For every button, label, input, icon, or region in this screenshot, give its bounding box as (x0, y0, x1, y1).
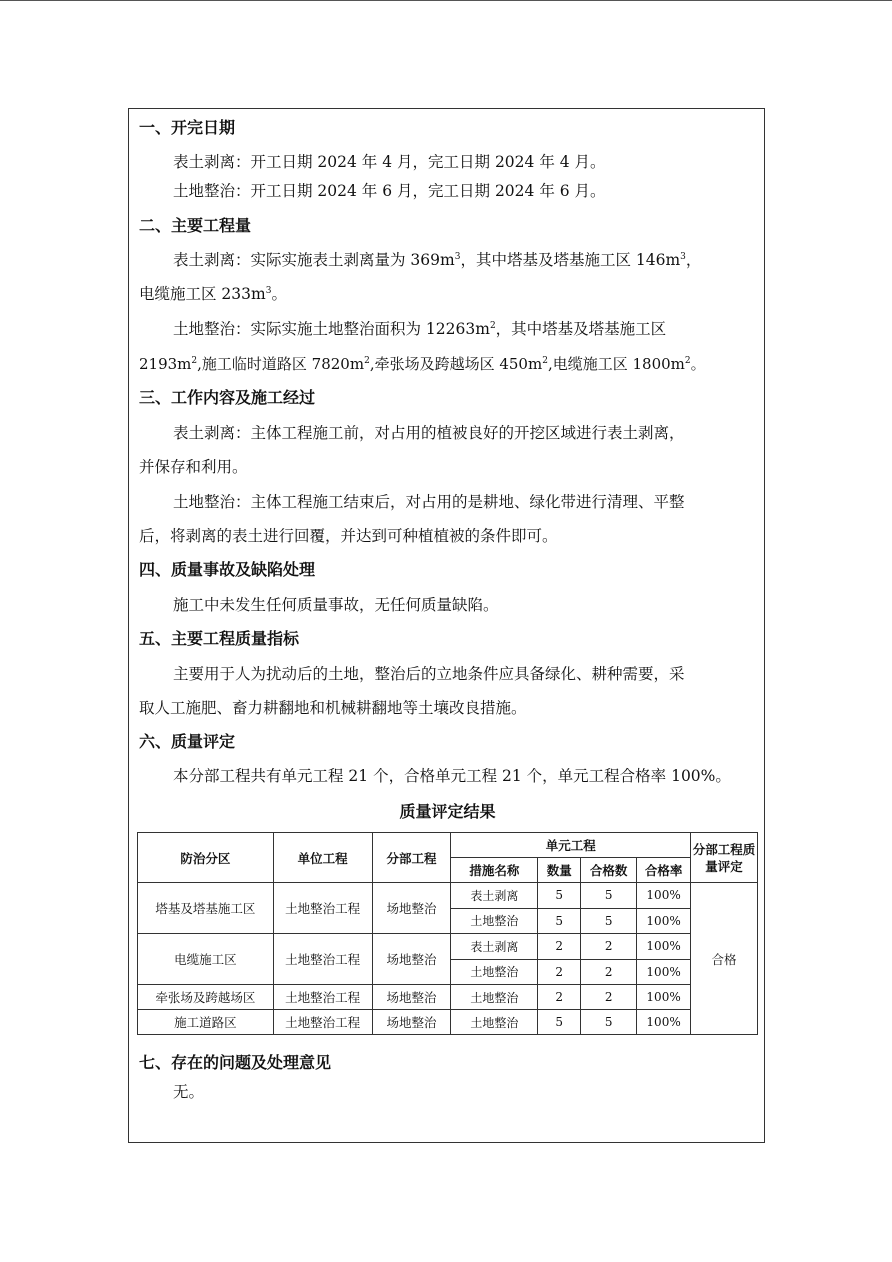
cell-measure: 表土剥离 (451, 883, 538, 909)
cell-rate: 100% (637, 1010, 691, 1035)
cell-qualified: 5 (581, 883, 637, 909)
cell-measure: 土地整治 (451, 985, 538, 1010)
cell-division: 场地整治 (372, 1010, 451, 1035)
cell-area: 牵张场及跨越场区 (138, 985, 274, 1010)
header-area: 防治分区 (138, 833, 274, 883)
cell-area: 电缆施工区 (138, 934, 274, 985)
cell-count: 2 (538, 934, 581, 960)
cell-measure: 表土剥离 (451, 934, 538, 960)
section-3-para-1-line-1: 表土剥离：主体工程施工前，对占用的植被良好的开挖区域进行表土剥离， (173, 424, 685, 442)
cell-division: 场地整治 (372, 883, 451, 934)
section-4-line: 施工中未发生任何质量事故，无任何质量缺陷。 (173, 596, 499, 614)
cell-count: 5 (538, 883, 581, 909)
section-3-para-2-line-2: 后，将剥离的表土进行回覆，并达到可种植植被的条件即可。 (139, 527, 558, 545)
section-1-heading: 一、开完日期 (139, 118, 236, 137)
cell-measure: 土地整治 (451, 908, 538, 934)
header-qualified: 合格数 (581, 858, 637, 883)
cell-qualified: 2 (581, 934, 637, 960)
section-7-heading: 七、存在的问题及处理意见 (139, 1053, 332, 1072)
page-top-rule (0, 0, 892, 1)
section-2-para-2-line-2: $2193m^2$,施工临时道路区 $7820m^2$,牵张场及跨越场区 $450m^2$,电缆施工区 $1800m^2$。 (139, 355, 706, 373)
section-4-heading: 四、质量事故及缺陷处理 (139, 560, 316, 579)
cell-rate: 100% (637, 883, 691, 909)
section-7-line: 无。 (173, 1083, 205, 1101)
table-row (138, 883, 758, 909)
cell-rate: 100% (637, 908, 691, 934)
cell-qualified: 5 (581, 1010, 637, 1035)
section-6-line: 本分部工程共有单元工程 21 个，合格单元工程 21 个，单元工程合格率 100%。 (173, 767, 731, 785)
section-6-heading: 六、质量评定 (139, 732, 236, 751)
cell-rate: 100% (637, 934, 691, 960)
section-1-line-1: 表土剥离：开工日期 2024 年 4 月，完工日期 2024 年 4 月。 (173, 153, 606, 171)
cell-measure: 土地整治 (451, 959, 538, 985)
section-1-line-2: 土地整治：开工日期 2024 年 6 月，完工日期 2024 年 6 月。 (173, 182, 606, 200)
cell-unit: 土地整治工程 (273, 1010, 372, 1035)
header-rate: 合格率 (637, 858, 691, 883)
header-unit: 单位工程 (273, 833, 372, 883)
section-2-heading: 二、主要工程量 (139, 216, 252, 235)
section-2-para-1-line-1: 表土剥离：实际实施表土剥离量为 $369m^3$，其中塔基及塔基施工区 $146m^3$， (173, 251, 702, 269)
cell-division: 场地整治 (372, 934, 451, 985)
cell-area: 施工道路区 (138, 1010, 274, 1035)
cell-measure: 土地整治 (451, 1010, 538, 1035)
header-count: 数量 (538, 858, 581, 883)
section-3-para-2-line-1: 土地整治：主体工程施工结束后，对占用的是耕地、绿化带进行清理、平整 (173, 493, 685, 511)
cell-rating: 合格 (691, 883, 758, 1035)
header-rating: 分部工程质 量评定 (691, 833, 758, 883)
cell-unit: 土地整治工程 (273, 985, 372, 1010)
header-measure: 措施名称 (451, 858, 538, 883)
cell-unit: 土地整治工程 (273, 934, 372, 985)
report-frame (128, 108, 765, 1143)
section-5-line-1: 主要用于人为扰动后的土地，整治后的立地条件应具备绿化、耕种需要，采 (173, 665, 685, 683)
quality-result-table (137, 832, 758, 1035)
cell-rate: 100% (637, 985, 691, 1010)
section-2-para-1-line-2: 电缆施工区 $233m^3$。 (139, 285, 287, 303)
table-row (138, 1010, 758, 1035)
section-3-heading: 三、工作内容及施工经过 (139, 388, 316, 407)
table-title: 质量评定结果 (399, 802, 496, 821)
cell-division: 场地整治 (372, 985, 451, 1010)
section-5-heading: 五、主要工程质量指标 (139, 629, 300, 648)
cell-unit: 土地整治工程 (273, 883, 372, 934)
cell-area: 塔基及塔基施工区 (138, 883, 274, 934)
header-division: 分部工程 (372, 833, 451, 883)
cell-qualified: 5 (581, 908, 637, 934)
cell-count: 2 (538, 985, 581, 1010)
table-row (138, 934, 758, 960)
section-2-para-2-line-1: 土地整治：实际实施土地整治面积为 $12263m^2$，其中塔基及塔基施工区 (173, 320, 667, 338)
cell-qualified: 2 (581, 985, 637, 1010)
header-unit-element: 单元工程 (451, 833, 691, 858)
section-3-para-1-line-2: 并保存和利用。 (139, 458, 248, 476)
cell-count: 5 (538, 908, 581, 934)
cell-rate: 100% (637, 959, 691, 985)
cell-count: 2 (538, 959, 581, 985)
section-5-line-2: 取人工施肥、畜力耕翻地和机械耕翻地等土壤改良措施。 (139, 699, 527, 717)
cell-count: 5 (538, 1010, 581, 1035)
table-row (138, 985, 758, 1010)
cell-qualified: 2 (581, 959, 637, 985)
